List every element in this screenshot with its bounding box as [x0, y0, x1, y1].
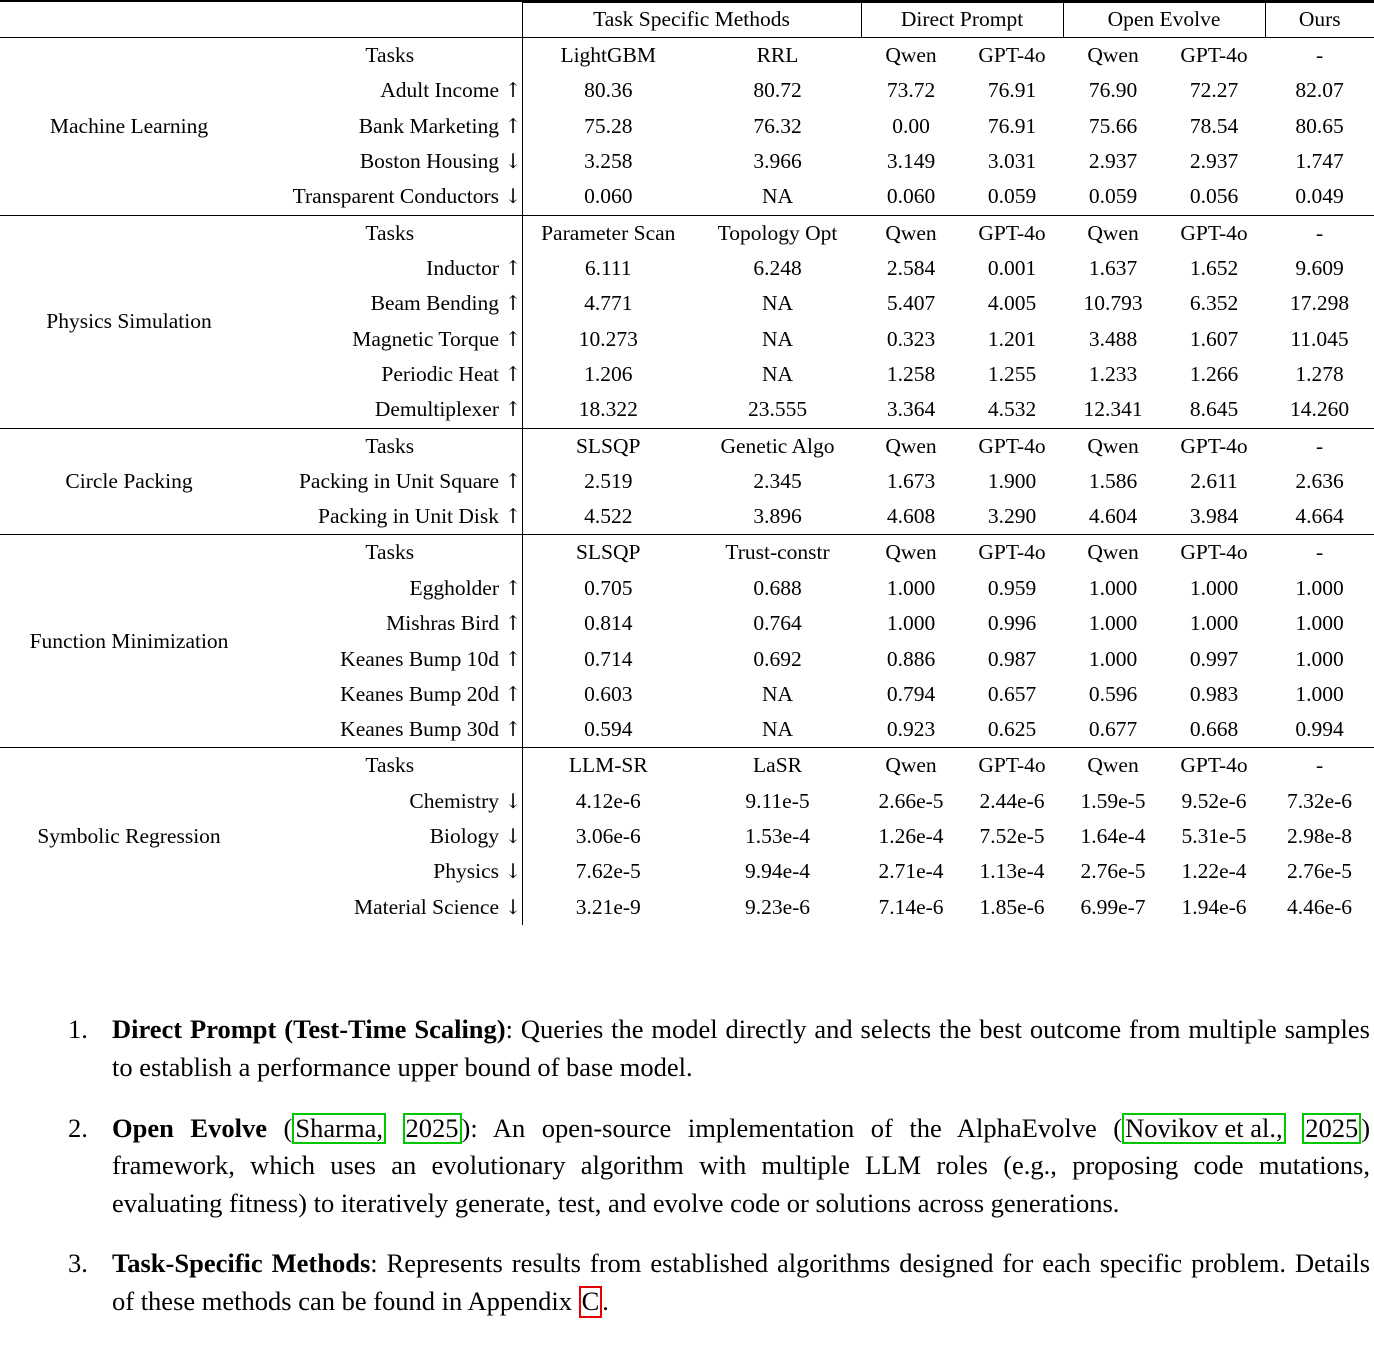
metric-cell: 0.596 [1088, 681, 1138, 706]
tasks-column-header: Tasks [258, 428, 522, 464]
metric-cell: 3.149 [886, 149, 936, 174]
metric-cell: NA [761, 681, 794, 706]
direction-arrow-icon: ↑ [504, 681, 522, 706]
metric-cell: 9.609 [1295, 256, 1344, 280]
task-name-cell: Keanes Bump 20d ↑ [340, 681, 522, 706]
metric-cell: 10.273 [522, 322, 694, 357]
metric-cell: 0.056 [1189, 184, 1239, 209]
metric-cell: 0.814 [522, 606, 694, 641]
tasks-column-header: Tasks [258, 215, 522, 251]
metric-cell: 2.76e-5 [1286, 859, 1353, 884]
metric-cell: 3.488 [1088, 326, 1138, 351]
direction-arrow-icon: ↓ [504, 788, 522, 813]
section-2-method-header-2: Qwen [861, 428, 961, 464]
header-spacer-group [0, 1, 258, 38]
metric-cell: NA [761, 326, 794, 351]
section-2-method-header-5: GPT-4o [1163, 428, 1265, 464]
metric-cell: 0.987 [987, 646, 1037, 671]
metric-cell: 1.000 [1295, 646, 1344, 671]
metric-cell: 0.323 [886, 326, 936, 351]
metric-cell: 1.000 [1189, 611, 1239, 636]
method-notes-list [0, 1011, 1374, 1320]
metric-cell: 4.46e-6 [1286, 894, 1353, 919]
metric-cell: 2.584 [886, 256, 936, 280]
section-group-label: Function Minimization [0, 535, 258, 748]
citation-link-sharma[interactable]: Sharma, [292, 1113, 386, 1145]
metric-cell: 2.76e-5 [1080, 859, 1146, 884]
metric-cell: 1.233 [1088, 362, 1138, 387]
section-group-label: Machine Learning [0, 38, 258, 216]
metric-cell: 1.000 [886, 575, 936, 600]
section-3-method-header-3: GPT-4o [961, 535, 1063, 571]
section-4-method-header-2: Qwen [861, 748, 961, 784]
metric-cell: 1.64e-4 [1080, 824, 1146, 849]
section-1-method-header-6: - [1265, 215, 1374, 251]
metric-cell: 80.72 [753, 78, 802, 103]
task-name-cell: Biology ↓ [429, 824, 522, 849]
metric-cell: 1.637 [1088, 256, 1138, 280]
direction-arrow-icon: ↑ [504, 397, 522, 422]
metric-cell: 2.636 [1295, 468, 1344, 493]
metric-cell: 0.996 [987, 611, 1037, 636]
metric-cell: 5.31e-5 [1181, 824, 1247, 849]
metric-cell: 18.322 [522, 393, 694, 428]
metric-cell: 1.94e-6 [1181, 894, 1247, 919]
section-4-subheader-row [0, 748, 1374, 784]
task-name-cell: Physics ↓ [433, 859, 522, 884]
metric-cell: 3.031 [987, 149, 1037, 174]
metric-cell: 1.266 [1189, 362, 1239, 387]
section-2-method-header-1: Genetic Algo [694, 428, 861, 464]
metric-cell: 1.900 [987, 468, 1037, 493]
direction-arrow-icon: ↑ [504, 611, 522, 636]
section-3-subheader-row [0, 535, 1374, 571]
section-0-subheader-row [0, 38, 1374, 74]
metric-cell: 1.652 [1189, 256, 1239, 280]
metric-cell: 72.27 [1189, 78, 1239, 103]
metric-cell: 2.71e-4 [878, 859, 944, 884]
metric-cell: 80.65 [1295, 113, 1344, 138]
metric-cell: 0.959 [987, 575, 1037, 600]
note-body: : Queries the model directly and selects the best outcome from multiple samples to establish a performance upper bound of base model. [112, 1014, 1370, 1082]
task-name-cell: Adult Income ↑ [380, 78, 522, 103]
note-body-2: ): An open-source implementation of the AlphaEvolve ( [461, 1112, 1123, 1143]
section-0-method-header-5: GPT-4o [1163, 38, 1265, 74]
metric-cell: 1.000 [1295, 681, 1344, 706]
metric-cell: 4.005 [987, 291, 1037, 316]
task-name-cell: Packing in Unit Square ↑ [298, 468, 522, 493]
task-name-cell: Bank Marketing ↑ [358, 113, 522, 138]
metric-cell: 6.352 [1189, 291, 1239, 316]
table-column-group-header-row [0, 1, 1374, 38]
metric-cell: 75.66 [1088, 113, 1138, 138]
list-marker: 1. [68, 1014, 88, 1045]
metric-cell: 3.896 [753, 504, 802, 529]
direction-arrow-icon: ↑ [504, 504, 522, 529]
appendix-reference-link[interactable]: C [579, 1286, 603, 1318]
section-2-method-header-0: SLSQP [522, 428, 694, 464]
metric-cell: 0.677 [1088, 717, 1138, 742]
metric-cell: 1.747 [1295, 149, 1344, 174]
metric-cell: 0.997 [1189, 646, 1239, 671]
metric-cell: NA [761, 362, 794, 387]
column-group-2: Open Evolve [1063, 1, 1265, 38]
metric-cell: 76.91 [987, 78, 1037, 103]
metric-cell: 23.555 [747, 397, 808, 422]
section-0-method-header-4: Qwen [1063, 38, 1163, 74]
metric-cell: 1.59e-5 [1080, 788, 1146, 813]
metric-cell: 0.692 [753, 646, 802, 671]
metric-cell: 7.32e-6 [1286, 788, 1353, 813]
metric-cell: 4.664 [1295, 504, 1344, 529]
metric-cell: 1.000 [886, 611, 936, 636]
metric-cell: 80.36 [522, 74, 694, 109]
metric-cell: 0.794 [886, 681, 936, 706]
tasks-column-header: Tasks [258, 748, 522, 784]
section-0-method-header-6: - [1265, 38, 1374, 74]
metric-cell: 1.13e-4 [979, 859, 1045, 884]
metric-cell: 1.278 [1295, 362, 1344, 387]
section-3-method-header-1: Trust-constr [694, 535, 861, 571]
metric-cell: 7.52e-5 [979, 824, 1045, 849]
note-lead: Open Evolve [112, 1112, 267, 1143]
task-name-cell: Eggholder ↑ [409, 575, 522, 600]
task-name-cell: Mishras Bird ↑ [386, 611, 522, 636]
metric-cell: 0.714 [522, 642, 694, 677]
metric-cell: 6.111 [522, 251, 694, 286]
metric-cell: 10.793 [1083, 291, 1143, 316]
note-lead: Task-Specific Methods [112, 1248, 371, 1279]
column-group-0: Task Specific Methods [522, 1, 861, 38]
task-name-cell: Boston Housing ↓ [359, 149, 522, 174]
metric-cell: 1.258 [886, 362, 936, 387]
metric-cell: 1.000 [1295, 575, 1344, 600]
metric-cell: 2.937 [1189, 149, 1239, 174]
metric-cell: 78.54 [1189, 113, 1239, 138]
metric-cell: 0.668 [1189, 717, 1239, 742]
direction-arrow-icon: ↑ [504, 362, 522, 387]
section-4-method-header-0: LLM-SR [522, 748, 694, 784]
metric-cell: 1.53e-4 [744, 824, 811, 849]
task-name-cell: Chemistry ↓ [409, 788, 522, 813]
list-item [0, 1110, 1374, 1223]
metric-cell: 1.255 [987, 362, 1037, 387]
metric-cell: 0.060 [522, 180, 694, 215]
section-1-method-header-2: Qwen [861, 215, 961, 251]
list-marker: 2. [68, 1112, 88, 1143]
metric-cell: 7.14e-6 [878, 894, 944, 919]
metric-cell: 1.000 [1088, 611, 1138, 636]
section-0-method-header-3: GPT-4o [961, 38, 1063, 74]
metric-cell: 0.983 [1189, 681, 1239, 706]
metric-cell: 9.52e-6 [1181, 788, 1247, 813]
section-1-method-header-5: GPT-4o [1163, 215, 1265, 251]
metric-cell: 2.937 [1088, 149, 1138, 174]
metric-cell: 1.000 [1088, 646, 1138, 671]
metric-cell: 2.345 [753, 468, 802, 493]
direction-arrow-icon: ↑ [504, 468, 522, 493]
direction-arrow-icon: ↓ [504, 824, 522, 849]
tasks-column-header: Tasks [258, 38, 522, 74]
metric-cell: 2.44e-6 [979, 788, 1045, 813]
metric-cell: 1.26e-4 [878, 824, 944, 849]
section-2-method-header-3: GPT-4o [961, 428, 1063, 464]
metric-cell: 0.705 [522, 571, 694, 606]
section-2-subheader-row [0, 428, 1374, 464]
section-1-method-header-4: Qwen [1063, 215, 1163, 251]
metric-cell: 75.28 [522, 109, 694, 144]
metric-cell: 0.00 [892, 113, 930, 138]
section-0-method-header-1: RRL [694, 38, 861, 74]
note-body-end: . [602, 1286, 609, 1317]
metric-cell: NA [761, 184, 794, 209]
metric-cell: 76.90 [1088, 78, 1138, 103]
metric-cell: NA [761, 717, 794, 742]
metric-cell: 3.364 [886, 397, 936, 422]
section-3-method-header-5: GPT-4o [1163, 535, 1265, 571]
metric-cell: 9.23e-6 [744, 894, 811, 919]
direction-arrow-icon: ↑ [504, 291, 522, 316]
metric-cell: 3.258 [522, 144, 694, 179]
metric-cell: 0.059 [987, 184, 1037, 209]
metric-cell: 0.688 [753, 575, 802, 600]
note-body: : Represents results from established algorithms designed for each specific problem. Details of these methods can be found in Appendix [112, 1248, 1371, 1317]
metric-cell: 1.000 [1088, 575, 1138, 600]
section-3-method-header-6: - [1265, 535, 1374, 571]
metric-cell: 1.201 [987, 326, 1037, 351]
list-item [0, 1245, 1374, 1320]
metric-cell: 3.290 [987, 504, 1037, 529]
direction-arrow-icon: ↑ [504, 113, 522, 138]
metric-cell: 0.059 [1088, 184, 1138, 209]
section-0-method-header-2: Qwen [861, 38, 961, 74]
section-1-method-header-3: GPT-4o [961, 215, 1063, 251]
direction-arrow-icon: ↑ [504, 575, 522, 600]
metric-cell: 76.32 [753, 113, 802, 138]
task-name-cell: Transparent Conductors ↓ [292, 184, 522, 209]
metric-cell: NA [761, 291, 794, 316]
metric-cell: 1.85e-6 [979, 894, 1045, 919]
task-name-cell: Periodic Heat ↑ [381, 362, 522, 387]
metric-cell: 4.532 [987, 397, 1037, 422]
metric-cell: 1.673 [886, 468, 936, 493]
metric-cell: 2.519 [522, 464, 694, 499]
note-body-3: ) framework, which uses an evolutionary algorithm with multiple LLM roles (e.g., proposing code mutations, evaluating fitness) to iteratively generate, test, and evolve code or solutions across generations. [112, 1112, 1371, 1218]
metric-cell: 9.11e-5 [745, 788, 810, 813]
task-name-cell: Keanes Bump 30d ↑ [340, 717, 522, 742]
metric-cell: 12.341 [1083, 397, 1143, 422]
metric-cell: 0.001 [987, 256, 1037, 280]
metric-cell: 2.611 [1190, 468, 1238, 493]
task-name-cell: Magnetic Torque ↑ [352, 326, 522, 351]
metric-cell: 0.764 [753, 611, 802, 636]
metric-cell: 7.62e-5 [522, 855, 694, 890]
metric-cell: 8.645 [1189, 397, 1239, 422]
section-1-method-header-1: Topology Opt [694, 215, 861, 251]
metric-cell: 0.603 [522, 677, 694, 712]
direction-arrow-icon: ↓ [504, 859, 522, 884]
direction-arrow-icon: ↓ [504, 894, 522, 919]
section-4-method-header-5: GPT-4o [1163, 748, 1265, 784]
section-1-subheader-row [0, 215, 1374, 251]
section-4-method-header-3: GPT-4o [961, 748, 1063, 784]
metric-cell: 4.771 [522, 286, 694, 321]
metric-cell: 3.966 [753, 149, 802, 174]
metric-cell: 3.984 [1189, 504, 1239, 529]
metric-cell: 2.66e-5 [878, 788, 944, 813]
metric-cell: 0.594 [522, 712, 694, 747]
task-name-cell: Inductor ↑ [426, 256, 522, 280]
results-table-body [0, 1, 1374, 925]
metric-cell: 1.586 [1088, 468, 1138, 493]
metric-cell: 14.260 [1289, 397, 1350, 422]
metric-cell: 3.21e-9 [522, 890, 694, 925]
direction-arrow-icon: ↑ [504, 717, 522, 742]
direction-arrow-icon: ↑ [504, 256, 522, 280]
note-lead: Direct Prompt (Test-Time Scaling) [112, 1014, 506, 1045]
metric-cell: 4.608 [886, 504, 936, 529]
metric-cell: 4.522 [522, 499, 694, 534]
metric-cell: 82.07 [1295, 78, 1344, 103]
section-3-method-header-2: Qwen [861, 535, 961, 571]
direction-arrow-icon: ↓ [504, 149, 522, 174]
metric-cell: 0.049 [1295, 184, 1344, 209]
metric-cell: 4.604 [1088, 504, 1138, 529]
section-group-label: Symbolic Regression [0, 748, 258, 926]
direction-arrow-icon: ↑ [504, 78, 522, 103]
task-name-cell: Keanes Bump 10d ↑ [340, 646, 522, 671]
column-group-3: Ours [1265, 1, 1374, 38]
metric-cell: 9.94e-4 [744, 859, 811, 884]
task-name-cell: Beam Bending ↑ [370, 291, 522, 316]
section-group-label: Circle Packing [0, 428, 258, 535]
section-0-method-header-0: LightGBM [522, 38, 694, 74]
section-1-method-header-0: Parameter Scan [522, 215, 694, 251]
section-4-method-header-6: - [1265, 748, 1374, 784]
tasks-column-header: Tasks [258, 535, 522, 571]
direction-arrow-icon: ↑ [504, 646, 522, 671]
section-group-label: Physics Simulation [0, 215, 258, 428]
task-name-cell: Material Science ↓ [353, 894, 522, 919]
citation-link-novikov[interactable]: Novikov et al., [1122, 1113, 1286, 1145]
list-marker: 3. [68, 1248, 88, 1279]
task-name-cell: Demultiplexer ↑ [374, 397, 522, 422]
metric-cell: 1.22e-4 [1181, 859, 1247, 884]
metric-cell: 6.99e-7 [1080, 894, 1146, 919]
section-4-method-header-4: Qwen [1063, 748, 1163, 784]
section-4-method-header-1: LaSR [694, 748, 861, 784]
metric-cell: 0.994 [1295, 717, 1344, 742]
metric-cell: 0.657 [987, 681, 1037, 706]
direction-arrow-icon: ↑ [504, 326, 522, 351]
section-2-method-header-4: Qwen [1063, 428, 1163, 464]
task-name-cell: Packing in Unit Disk ↑ [318, 504, 522, 529]
list-item [0, 1011, 1374, 1086]
metric-cell: 5.407 [886, 291, 936, 316]
section-3-method-header-0: SLSQP [522, 535, 694, 571]
metric-cell: 0.886 [886, 646, 936, 671]
metric-cell: 0.923 [886, 717, 936, 742]
metric-cell: 6.248 [753, 256, 802, 280]
metric-cell: 11.045 [1290, 326, 1349, 351]
citation-link-novikov-year[interactable]: 2025 [1302, 1113, 1361, 1145]
metric-cell: 0.060 [886, 184, 936, 209]
citation-link-sharma-year[interactable]: 2025 [403, 1113, 462, 1145]
metric-cell: 4.12e-6 [522, 784, 694, 819]
metric-cell: 1.206 [522, 357, 694, 392]
metric-cell: 1.000 [1295, 611, 1344, 636]
metric-cell: 1.607 [1189, 326, 1239, 351]
metric-cell: 73.72 [886, 78, 936, 103]
metric-cell: 2.98e-8 [1286, 824, 1353, 849]
direction-arrow-icon: ↓ [504, 184, 522, 209]
metric-cell: 17.298 [1289, 291, 1350, 316]
note-body: ( [266, 1112, 293, 1143]
metric-cell: 76.91 [987, 113, 1037, 138]
section-2-method-header-6: - [1265, 428, 1374, 464]
section-3-method-header-4: Qwen [1063, 535, 1163, 571]
metric-cell: 0.625 [987, 717, 1037, 742]
column-group-1: Direct Prompt [861, 1, 1063, 38]
metric-cell: 1.000 [1189, 575, 1239, 600]
header-spacer-task [258, 1, 522, 38]
metric-cell: 3.06e-6 [522, 819, 694, 854]
